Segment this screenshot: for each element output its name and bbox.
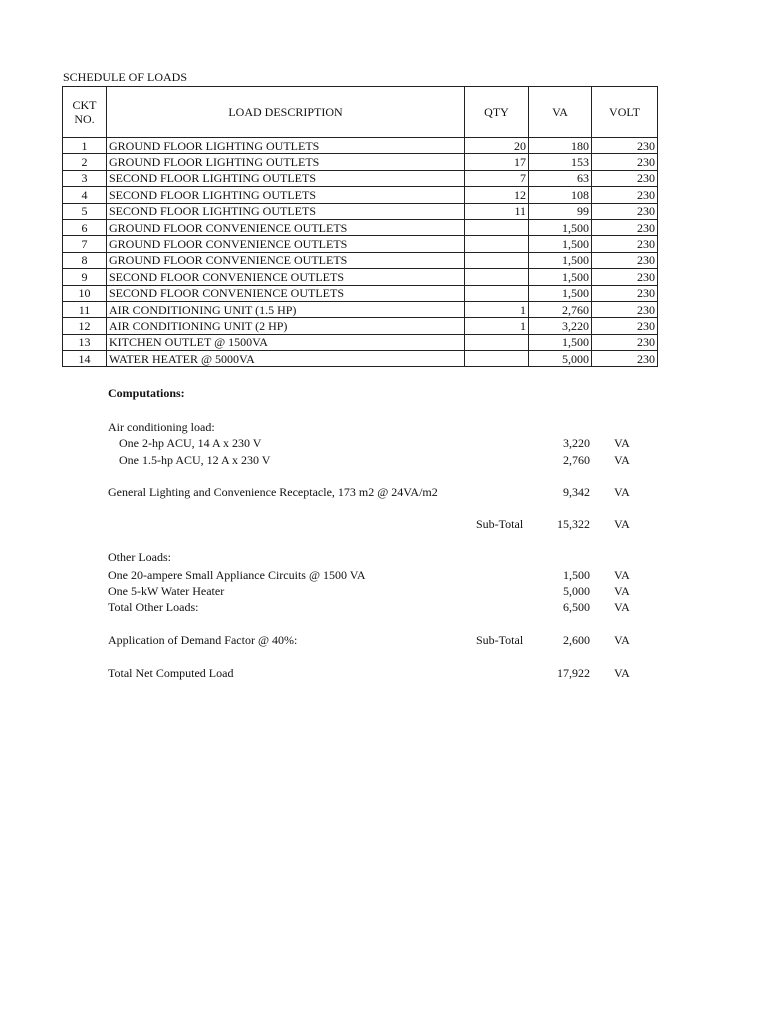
cell-volt: 230 xyxy=(592,285,658,301)
header-volt: VOLT xyxy=(592,87,658,138)
computation-value: 9,342 xyxy=(563,485,590,499)
cell-ckt: 13 xyxy=(63,334,107,350)
cell-va: 99 xyxy=(529,203,592,219)
cell-va: 1,500 xyxy=(529,219,592,235)
computation-value: 3,220 xyxy=(563,436,590,450)
cell-va: 5,000 xyxy=(529,351,592,367)
table-row xyxy=(63,219,658,235)
table-row xyxy=(63,269,658,285)
cell-ckt: 8 xyxy=(63,252,107,268)
header-va: VA xyxy=(529,87,592,138)
cell-va: 108 xyxy=(529,187,592,203)
cell-description: GROUND FLOOR LIGHTING OUTLETS xyxy=(107,154,465,170)
table-row xyxy=(63,170,658,186)
computation-value: 5,000 xyxy=(563,584,590,598)
computations-heading: Computations: xyxy=(108,386,185,400)
header-qty: QTY xyxy=(465,87,529,138)
cell-description: SECOND FLOOR CONVENIENCE OUTLETS xyxy=(107,285,465,301)
cell-description: SECOND FLOOR LIGHTING OUTLETS xyxy=(107,170,465,186)
cell-qty: 20 xyxy=(465,138,529,154)
cell-ckt: 1 xyxy=(63,138,107,154)
cell-description: SECOND FLOOR LIGHTING OUTLETS xyxy=(107,187,465,203)
cell-ckt: 9 xyxy=(63,269,107,285)
computation-label: Total Net Computed Load xyxy=(108,666,234,680)
cell-qty xyxy=(465,269,529,285)
cell-description: GROUND FLOOR CONVENIENCE OUTLETS xyxy=(107,219,465,235)
cell-volt: 230 xyxy=(592,187,658,203)
computation-unit: VA xyxy=(614,584,630,598)
computation-unit: VA xyxy=(614,600,630,614)
computation-label: General Lighting and Convenience Receptacle, 173 m2 @ 24VA/m2 xyxy=(108,485,438,499)
cell-volt: 230 xyxy=(592,170,658,186)
cell-va: 1,500 xyxy=(529,236,592,252)
cell-qty xyxy=(465,285,529,301)
cell-description: WATER HEATER @ 5000VA xyxy=(107,351,465,367)
computation-label: Other Loads: xyxy=(108,550,171,564)
cell-description: GROUND FLOOR CONVENIENCE OUTLETS xyxy=(107,236,465,252)
table-row xyxy=(63,252,658,268)
cell-va: 63 xyxy=(529,170,592,186)
table-row xyxy=(63,236,658,252)
table-row xyxy=(63,301,658,317)
cell-qty: 7 xyxy=(465,170,529,186)
computation-subtotal-label: Sub-Total xyxy=(476,633,524,647)
table-row xyxy=(63,318,658,334)
computation-value: 2,600 xyxy=(563,633,590,647)
cell-ckt: 12 xyxy=(63,318,107,334)
computation-unit: VA xyxy=(614,666,630,680)
cell-va: 180 xyxy=(529,138,592,154)
cell-qty: 1 xyxy=(465,301,529,317)
cell-va: 2,760 xyxy=(529,301,592,317)
page-title: SCHEDULE OF LOADS xyxy=(63,70,188,84)
cell-qty xyxy=(465,351,529,367)
cell-description: AIR CONDITIONING UNIT (2 HP) xyxy=(107,318,465,334)
cell-volt: 230 xyxy=(592,318,658,334)
cell-volt: 230 xyxy=(592,236,658,252)
table-row xyxy=(63,187,658,203)
computation-value: 6,500 xyxy=(563,600,590,614)
cell-va: 3,220 xyxy=(529,318,592,334)
computation-unit: VA xyxy=(614,633,630,647)
cell-qty xyxy=(465,334,529,350)
computation-label: One 1.5-hp ACU, 12 A x 230 V xyxy=(119,453,271,467)
table-row xyxy=(63,334,658,350)
cell-ckt: 14 xyxy=(63,351,107,367)
cell-description: SECOND FLOOR CONVENIENCE OUTLETS xyxy=(107,269,465,285)
computation-unit: VA xyxy=(614,517,630,531)
cell-volt: 230 xyxy=(592,351,658,367)
cell-volt: 230 xyxy=(592,269,658,285)
cell-volt: 230 xyxy=(592,252,658,268)
computation-unit: VA xyxy=(614,453,630,467)
computation-label: One 2-hp ACU, 14 A x 230 V xyxy=(119,436,262,450)
cell-va: 1,500 xyxy=(529,285,592,301)
table-header-row xyxy=(63,87,658,138)
cell-description: SECOND FLOOR LIGHTING OUTLETS xyxy=(107,203,465,219)
cell-ckt: 2 xyxy=(63,154,107,170)
cell-qty xyxy=(465,252,529,268)
cell-ckt: 6 xyxy=(63,219,107,235)
cell-va: 1,500 xyxy=(529,252,592,268)
cell-ckt: 3 xyxy=(63,170,107,186)
table-row xyxy=(63,285,658,301)
cell-ckt: 5 xyxy=(63,203,107,219)
cell-description: GROUND FLOOR CONVENIENCE OUTLETS xyxy=(107,252,465,268)
cell-volt: 230 xyxy=(592,154,658,170)
computation-label: Total Other Loads: xyxy=(108,600,199,614)
cell-volt: 230 xyxy=(592,203,658,219)
cell-volt: 230 xyxy=(592,301,658,317)
computation-label: Application of Demand Factor @ 40%: xyxy=(108,633,298,647)
cell-qty: 12 xyxy=(465,187,529,203)
cell-description: AIR CONDITIONING UNIT (1.5 HP) xyxy=(107,301,465,317)
computation-value: 2,760 xyxy=(563,453,590,467)
table-row xyxy=(63,203,658,219)
computation-value: 1,500 xyxy=(563,568,590,582)
computation-label: One 5-kW Water Heater xyxy=(108,584,225,598)
cell-description: GROUND FLOOR LIGHTING OUTLETS xyxy=(107,138,465,154)
cell-qty: 1 xyxy=(465,318,529,334)
cell-qty xyxy=(465,236,529,252)
header-description: LOAD DESCRIPTION xyxy=(107,87,465,138)
cell-ckt: 7 xyxy=(63,236,107,252)
cell-volt: 230 xyxy=(592,219,658,235)
cell-description: KITCHEN OUTLET @ 1500VA xyxy=(107,334,465,350)
cell-volt: 230 xyxy=(592,334,658,350)
cell-ckt: 10 xyxy=(63,285,107,301)
cell-qty: 11 xyxy=(465,203,529,219)
cell-qty: 17 xyxy=(465,154,529,170)
cell-va: 1,500 xyxy=(529,269,592,285)
header-ckt: CKT NO. xyxy=(63,87,107,138)
computation-label: One 20-ampere Small Appliance Circuits @ 1500 VA xyxy=(108,568,366,582)
table-row xyxy=(63,138,658,154)
cell-ckt: 11 xyxy=(63,301,107,317)
cell-ckt: 4 xyxy=(63,187,107,203)
computation-label: Air conditioning load: xyxy=(108,420,215,434)
cell-qty xyxy=(465,219,529,235)
schedule-of-loads-table xyxy=(62,86,658,367)
computation-unit: VA xyxy=(614,485,630,499)
computation-unit: VA xyxy=(614,436,630,450)
computation-subtotal-label: Sub-Total xyxy=(476,517,524,531)
cell-va: 1,500 xyxy=(529,334,592,350)
cell-va: 153 xyxy=(529,154,592,170)
cell-volt: 230 xyxy=(592,138,658,154)
table-row xyxy=(63,154,658,170)
computation-value: 15,322 xyxy=(557,517,590,531)
computation-unit: VA xyxy=(614,568,630,582)
computation-value: 17,922 xyxy=(557,666,590,680)
table-row xyxy=(63,351,658,367)
